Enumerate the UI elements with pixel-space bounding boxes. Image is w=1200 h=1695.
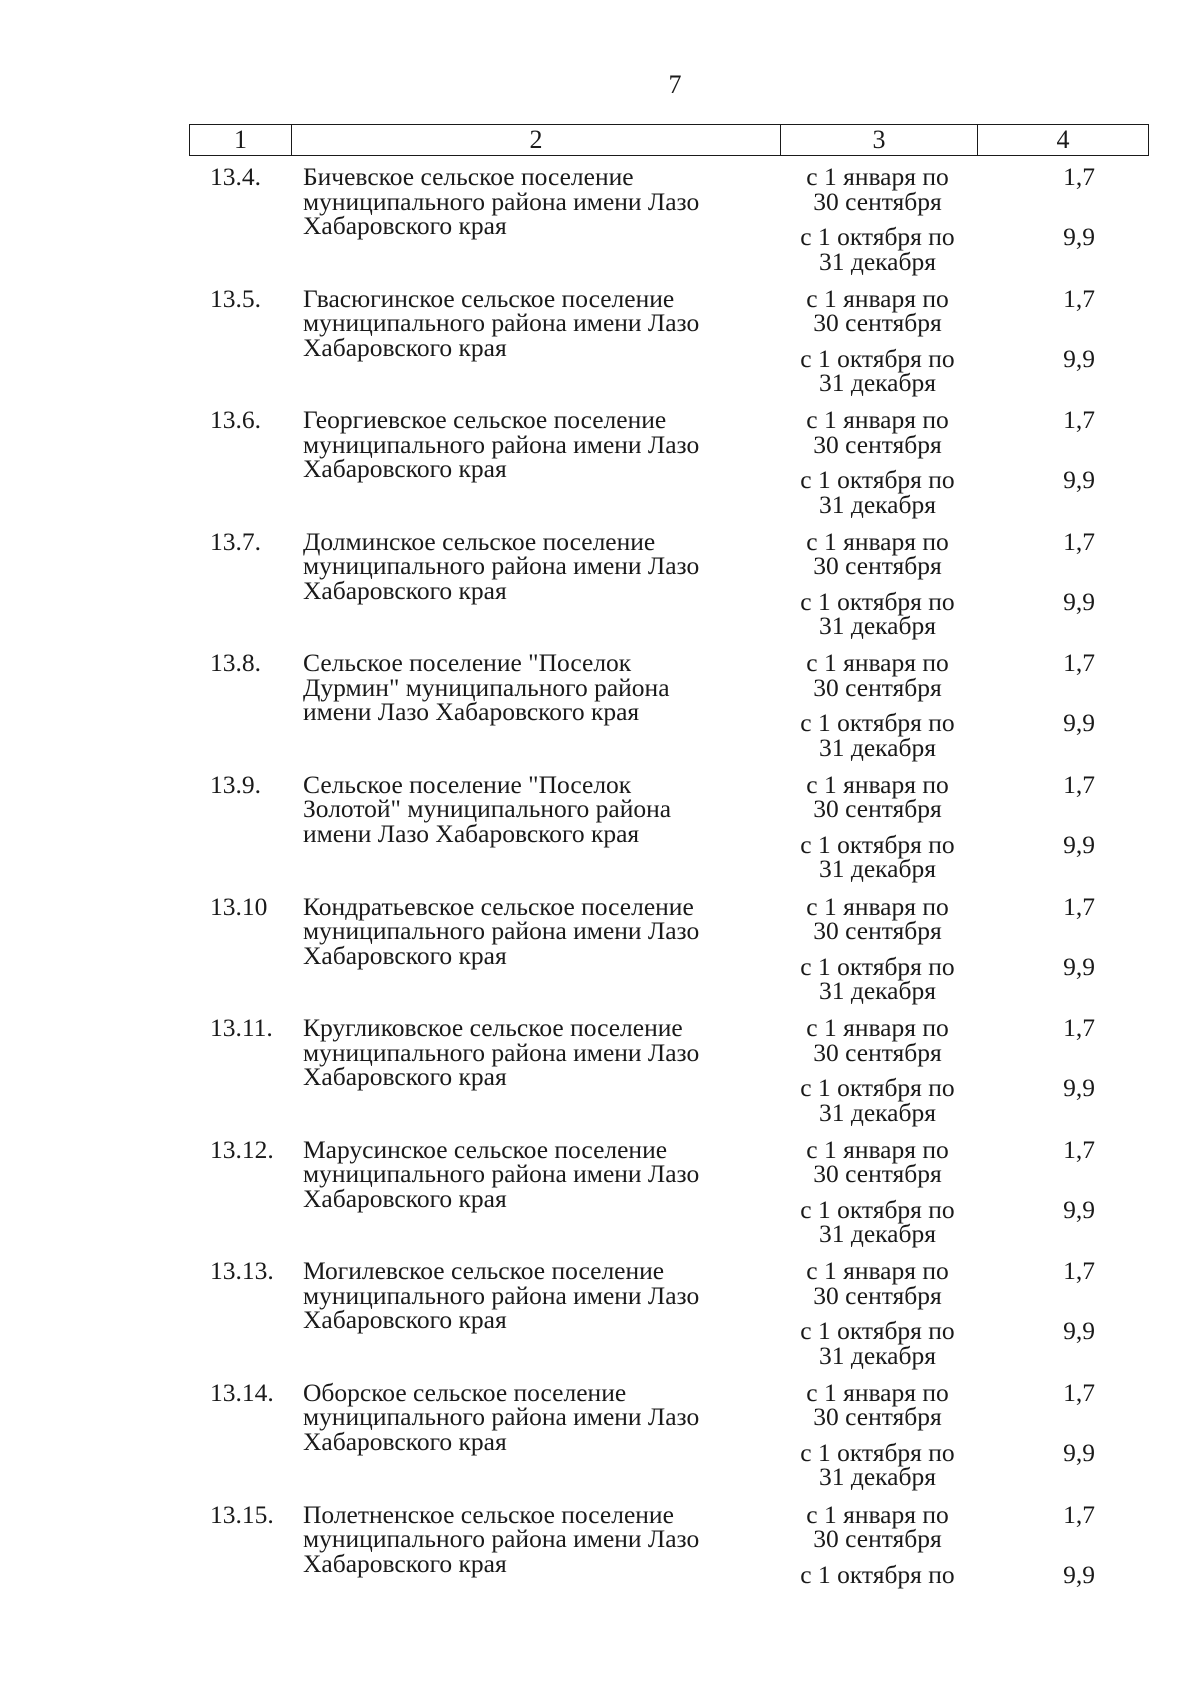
period-line: с 1 октября по bbox=[800, 586, 955, 616]
rate-value: 9,9 bbox=[1063, 586, 1095, 616]
value-cell bbox=[1009, 526, 1149, 650]
settlement-name bbox=[303, 769, 773, 848]
period-line: 31 декабря bbox=[819, 1097, 936, 1127]
rate-value: 1,7 bbox=[1063, 526, 1095, 556]
rate-value: 1,7 bbox=[1063, 1377, 1095, 1407]
settlement-name-line: муниципального района имени Лазо bbox=[303, 1280, 700, 1310]
settlement-name bbox=[303, 1256, 773, 1335]
row-number: 13.13. bbox=[210, 1256, 274, 1286]
period-line: 31 декабря bbox=[819, 246, 936, 276]
period bbox=[779, 465, 976, 528]
period bbox=[779, 1377, 976, 1441]
settlement-name bbox=[303, 162, 773, 240]
table-body bbox=[189, 162, 1149, 1624]
period-cell bbox=[779, 1013, 976, 1136]
period-line: 30 сентября bbox=[813, 1524, 942, 1554]
settlement-name-line: Полетненское сельское поселение bbox=[303, 1499, 674, 1529]
page-number: 7 bbox=[668, 70, 682, 99]
settlement-name bbox=[303, 1499, 773, 1578]
period bbox=[779, 1073, 976, 1136]
period-line: с 1 октября по bbox=[800, 1194, 955, 1224]
rate-value: 1,7 bbox=[1063, 1499, 1095, 1529]
period-line: 30 сентября bbox=[813, 308, 942, 338]
header-col-4: 4 bbox=[977, 125, 1148, 155]
period-line: с 1 января по bbox=[806, 162, 949, 191]
settlement-name-line: Хабаровского края bbox=[303, 575, 507, 605]
settlement-name bbox=[303, 1134, 773, 1213]
period-cell bbox=[779, 283, 976, 407]
rate-value: 9,9 bbox=[1063, 1194, 1095, 1224]
period-line: с 1 октября по bbox=[800, 465, 955, 495]
period-line: 31 декабря bbox=[819, 1462, 936, 1492]
settlement-name-line: Сельское поселение "Поселок bbox=[303, 769, 632, 799]
rate-value: 1,7 bbox=[1063, 1013, 1095, 1043]
period-line: с 1 января по bbox=[806, 405, 949, 435]
period-line: с 1 января по bbox=[806, 1256, 949, 1286]
row-number: 13.6. bbox=[210, 405, 261, 435]
settlement-name bbox=[303, 526, 773, 605]
period bbox=[779, 1256, 976, 1319]
period bbox=[779, 222, 976, 285]
period-cell bbox=[779, 1256, 976, 1379]
period-line: с 1 октября по bbox=[800, 708, 955, 738]
settlement-name-line: Хабаровского края bbox=[303, 211, 507, 240]
rate-value: 1,7 bbox=[1063, 162, 1095, 191]
rate-value: 9,9 bbox=[1063, 465, 1095, 495]
row-number: 13.5. bbox=[210, 283, 261, 313]
rate-value: 1,7 bbox=[1063, 405, 1095, 435]
period-line: с 1 октября по bbox=[800, 1316, 955, 1346]
settlement-name-line: Хабаровского края bbox=[303, 940, 507, 970]
period-line: 30 сентября bbox=[813, 794, 942, 824]
period bbox=[779, 1134, 976, 1198]
table-row bbox=[189, 1013, 1149, 1138]
row-number: 13.14. bbox=[210, 1377, 274, 1407]
table-row bbox=[189, 891, 1149, 1017]
settlement-name-line: Хабаровского края bbox=[303, 454, 507, 484]
settlement-name bbox=[303, 648, 773, 727]
settlement-name-line: Кондратьевское сельское поселение bbox=[303, 891, 694, 921]
value-cell bbox=[1009, 1256, 1149, 1379]
period bbox=[779, 405, 976, 468]
row-number: 13.12. bbox=[210, 1134, 274, 1164]
settlement-name-line: Марусинское сельское поселение bbox=[303, 1134, 668, 1164]
period-cell bbox=[779, 1377, 976, 1501]
period-line: 31 декабря bbox=[819, 732, 936, 762]
header-col-3: 3 bbox=[780, 125, 977, 155]
period-cell bbox=[779, 1499, 976, 1623]
period-line: с 1 октября по bbox=[800, 1073, 955, 1103]
settlement-name-line: муниципального района имени Лазо bbox=[303, 916, 700, 946]
period bbox=[779, 891, 976, 955]
rate-value: 9,9 bbox=[1063, 343, 1095, 373]
period-line: 30 сентября bbox=[813, 1402, 942, 1432]
period-line: 30 сентября bbox=[813, 1037, 942, 1067]
settlement-name-line: Хабаровского края bbox=[303, 1426, 507, 1456]
period-line: с 1 января по bbox=[806, 1134, 949, 1164]
settlement-name-line: Георгиевское сельское поселение bbox=[303, 405, 667, 435]
period-cell bbox=[779, 769, 976, 893]
table-row bbox=[189, 1134, 1149, 1260]
table-row bbox=[189, 283, 1149, 409]
settlement-name-line: муниципального района имени Лазо bbox=[303, 1402, 700, 1432]
settlement-name-line: муниципального района имени Лазо bbox=[303, 308, 700, 338]
period-line: с 1 октября по bbox=[800, 1559, 955, 1589]
settlement-name-line: Кругликовское сельское поселение bbox=[303, 1013, 683, 1043]
period bbox=[779, 951, 976, 1015]
table-row bbox=[189, 769, 1149, 895]
period-line: 30 сентября bbox=[813, 551, 942, 581]
rate-value: 9,9 bbox=[1063, 1437, 1095, 1467]
rate-value: 1,7 bbox=[1063, 283, 1095, 313]
settlement-name-line: Могилевское сельское поселение bbox=[303, 1256, 665, 1286]
period-line: 30 сентября bbox=[813, 672, 942, 702]
period-line: с 1 октября по bbox=[800, 951, 955, 981]
settlement-name-line: муниципального района имени Лазо bbox=[303, 1037, 700, 1067]
value-cell bbox=[1009, 1377, 1149, 1501]
table-row bbox=[189, 648, 1149, 773]
period bbox=[779, 1013, 976, 1076]
settlement-name-line: имени Лазо Хабаровского края bbox=[303, 818, 640, 848]
value-cell bbox=[1009, 1499, 1149, 1623]
settlement-name-line: Хабаровского края bbox=[303, 1062, 507, 1092]
settlement-name-line: Хабаровского края bbox=[303, 1548, 507, 1578]
rate-value: 1,7 bbox=[1063, 1256, 1095, 1286]
period-cell bbox=[779, 162, 976, 285]
period bbox=[779, 1194, 976, 1258]
table-row bbox=[189, 162, 1149, 287]
period-line: с 1 октября по bbox=[800, 1437, 955, 1467]
period-line: 30 сентября bbox=[813, 916, 942, 946]
row-number: 13.4. bbox=[210, 162, 261, 191]
period-line: 31 декабря bbox=[819, 1219, 936, 1249]
period bbox=[779, 769, 976, 833]
period bbox=[779, 586, 976, 650]
period bbox=[779, 829, 976, 893]
period bbox=[779, 283, 976, 347]
settlement-name-line: Оборское сельское поселение bbox=[303, 1377, 627, 1407]
period-line: с 1 октября по bbox=[800, 343, 955, 373]
settlement-name-line: муниципального района имени Лазо bbox=[303, 186, 700, 216]
row-number: 13.7. bbox=[210, 526, 261, 556]
period-line: с 1 января по bbox=[806, 1499, 949, 1529]
value-cell bbox=[1009, 891, 1149, 1015]
settlement-name bbox=[303, 283, 773, 362]
period-cell bbox=[779, 648, 976, 771]
period-cell bbox=[779, 1134, 976, 1258]
period bbox=[779, 162, 976, 225]
period bbox=[779, 343, 976, 407]
settlement-name-line: муниципального района имени Лазо bbox=[303, 1524, 700, 1554]
settlement-name-line: муниципального района имени Лазо bbox=[303, 551, 700, 581]
period bbox=[779, 708, 976, 771]
row-number: 13.8. bbox=[210, 648, 261, 678]
settlement-name-line: Хабаровского края bbox=[303, 332, 507, 362]
period-line: 31 декабря bbox=[819, 976, 936, 1006]
period bbox=[779, 1316, 976, 1379]
period-line: с 1 января по bbox=[806, 769, 949, 799]
rate-value: 9,9 bbox=[1063, 708, 1095, 738]
rate-value: 1,7 bbox=[1063, 648, 1095, 678]
period-cell bbox=[779, 405, 976, 528]
period-line: с 1 января по bbox=[806, 1013, 949, 1043]
settlement-name bbox=[303, 1377, 773, 1456]
row-number: 13.15. bbox=[210, 1499, 274, 1529]
settlement-name bbox=[303, 405, 773, 484]
period-line: 30 сентября bbox=[813, 186, 942, 216]
settlement-name bbox=[303, 1013, 773, 1092]
period-line: 31 декабря bbox=[819, 1340, 936, 1370]
rate-value: 1,7 bbox=[1063, 1134, 1095, 1164]
period-line: с 1 октября по bbox=[800, 222, 955, 251]
value-cell bbox=[1009, 1134, 1149, 1258]
period bbox=[779, 648, 976, 711]
settlement-name-line: муниципального района имени Лазо bbox=[303, 1159, 700, 1189]
settlement-name-line: муниципального района имени Лазо bbox=[303, 429, 700, 459]
table-row bbox=[189, 1377, 1149, 1503]
rate-value: 1,7 bbox=[1063, 891, 1095, 921]
rate-value: 9,9 bbox=[1063, 1316, 1095, 1346]
period-line: с 1 января по bbox=[806, 1377, 949, 1407]
rate-value: 1,7 bbox=[1063, 769, 1095, 799]
value-cell bbox=[1009, 769, 1149, 893]
settlement-name-line: Гвасюгинское сельское поселение bbox=[303, 283, 675, 313]
value-cell bbox=[1009, 405, 1149, 528]
table-header bbox=[189, 124, 1149, 156]
period-line: 30 сентября bbox=[813, 1280, 942, 1310]
row-number: 13.9. bbox=[210, 769, 261, 799]
period-line: 30 сентября bbox=[813, 1159, 942, 1189]
settlement-name-line: Долминское сельское поселение bbox=[303, 526, 656, 556]
rate-value: 9,9 bbox=[1063, 1559, 1095, 1589]
settlement-name-line: Хабаровского края bbox=[303, 1183, 507, 1213]
period-line: с 1 января по bbox=[806, 283, 949, 313]
table-row bbox=[189, 1499, 1149, 1625]
period bbox=[779, 1559, 976, 1623]
table-row bbox=[189, 526, 1149, 652]
period-line: с 1 января по bbox=[806, 648, 949, 678]
period-line: 30 сентября bbox=[813, 429, 942, 459]
settlement-name-line: имени Лазо Хабаровского края bbox=[303, 697, 640, 727]
value-cell bbox=[1009, 1013, 1149, 1136]
header-col-1: 1 bbox=[234, 125, 247, 154]
rate-value: 9,9 bbox=[1063, 951, 1095, 981]
settlement-name-line: Сельское поселение "Поселок bbox=[303, 648, 632, 678]
period bbox=[779, 526, 976, 590]
header-col-2: 2 bbox=[291, 125, 780, 155]
period bbox=[779, 1499, 976, 1563]
period-line: 31 декабря bbox=[819, 854, 936, 884]
value-cell bbox=[1009, 648, 1149, 771]
rate-value: 9,9 bbox=[1063, 829, 1095, 859]
settlement-name-line: Хабаровского края bbox=[303, 1305, 507, 1335]
period-line: с 1 января по bbox=[806, 526, 949, 556]
settlement-name-line: Золотой" муниципального района bbox=[303, 794, 672, 824]
period-line: с 1 января по bbox=[806, 891, 949, 921]
period-line: с 1 октября по bbox=[800, 829, 955, 859]
value-cell bbox=[1009, 283, 1149, 407]
rate-value: 9,9 bbox=[1063, 1073, 1095, 1103]
value-cell bbox=[1009, 162, 1149, 285]
table-row bbox=[189, 405, 1149, 530]
period-line: 31 декабря bbox=[819, 368, 936, 398]
period-cell bbox=[779, 891, 976, 1015]
settlement-name bbox=[303, 891, 773, 970]
rate-value: 9,9 bbox=[1063, 222, 1095, 251]
period-line: 31 декабря bbox=[819, 611, 936, 641]
period bbox=[779, 1437, 976, 1501]
period-cell bbox=[779, 526, 976, 650]
row-number: 13.10 bbox=[210, 891, 268, 921]
settlement-name-line: Бичевское сельское поселение bbox=[303, 162, 634, 191]
table-row bbox=[189, 1256, 1149, 1381]
settlement-name-line: Дурмин" муниципального района bbox=[303, 672, 670, 702]
row-number: 13.11. bbox=[210, 1013, 273, 1043]
period-line: 31 декабря bbox=[819, 489, 936, 519]
